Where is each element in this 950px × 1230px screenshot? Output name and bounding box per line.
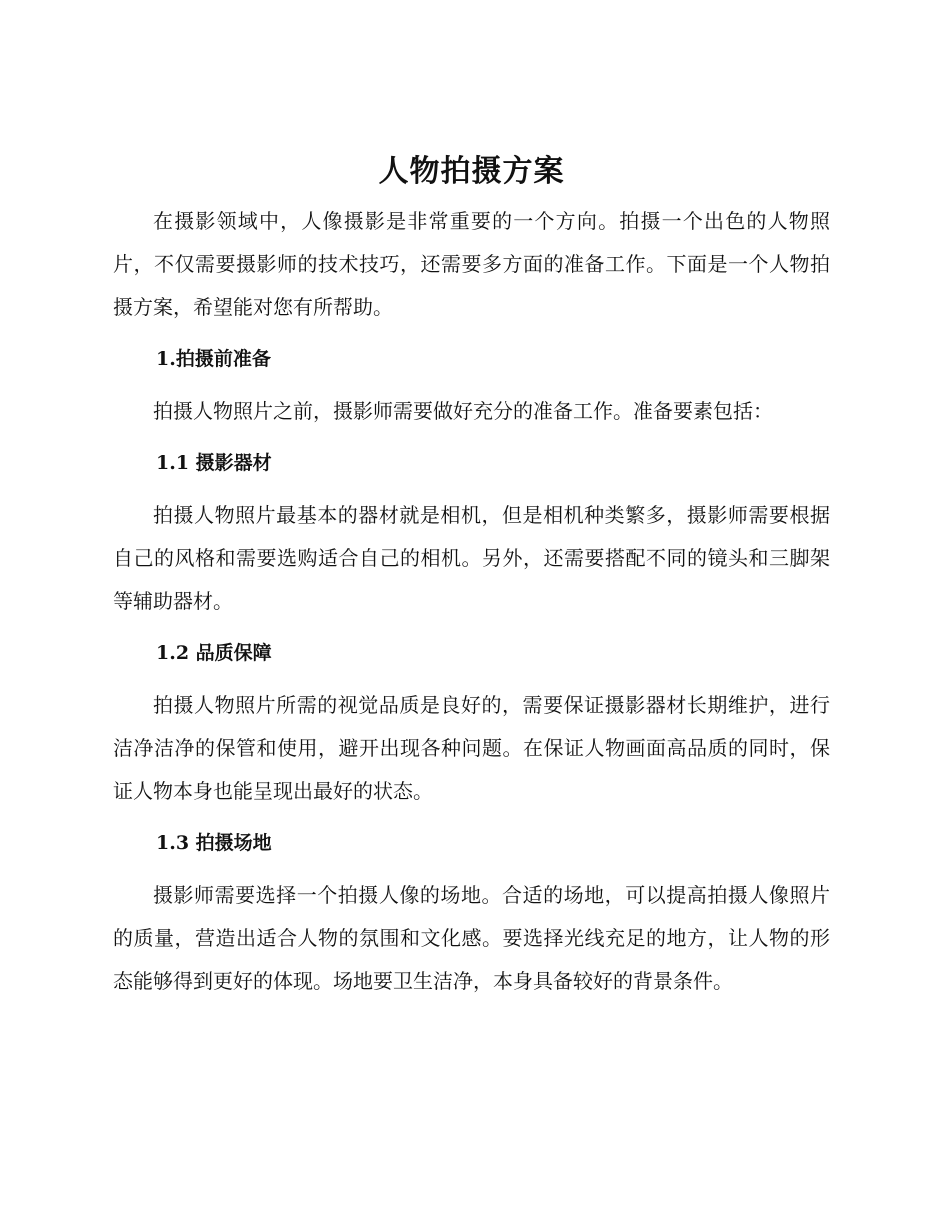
document-title: 人物拍摄方案 xyxy=(378,154,565,189)
intro-paragraph: 在摄影领域中，人像摄影是非常重要的一个方向。拍摄一个出色的人物照片，不仅需要摄影师的技术技巧，还需要多方面的准备工作。下面是一个人物拍摄方案，希望能对您有所帮助。 xyxy=(113,209,830,319)
section-heading-equipment: 1.1 摄影器材 xyxy=(156,452,272,474)
section-body-equipment: 拍摄人物照片最基本的器材就是相机，但是相机种类繁多，摄影师需要根据自己的风格和需要选购适合自己的相机。另外，还需要搭配不同的镜头和三脚架等辅助器材。 xyxy=(113,503,830,613)
section-body-prep: 拍摄人物照片之前，摄影师需要做好充分的准备工作。准备要素包括： xyxy=(153,399,773,423)
section-body-quality: 拍摄人物照片所需的视觉品质是良好的，需要保证摄影器材长期维护，进行洁净洁净的保管和使用，避开出现各种问题。在保证人物画面高品质的同时，保证人物本身也能呈现出最好的状态。 xyxy=(113,693,830,803)
section-body-venue: 摄影师需要选择一个拍摄人像的场地。合适的场地，可以提高拍摄人像照片的质量，营造出适合人物的氛围和文化感。要选择光线充足的地方，让人物的形态能够得到更好的体现。场地要卫生洁净，本身具备较好的背景条件。 xyxy=(113,883,830,993)
document-page xyxy=(113,150,830,1003)
section-heading-quality: 1.2 品质保障 xyxy=(156,642,272,664)
section-heading-venue: 1.3 拍摄场地 xyxy=(156,832,272,854)
section-heading-prep: 1.拍摄前准备 xyxy=(156,348,271,370)
